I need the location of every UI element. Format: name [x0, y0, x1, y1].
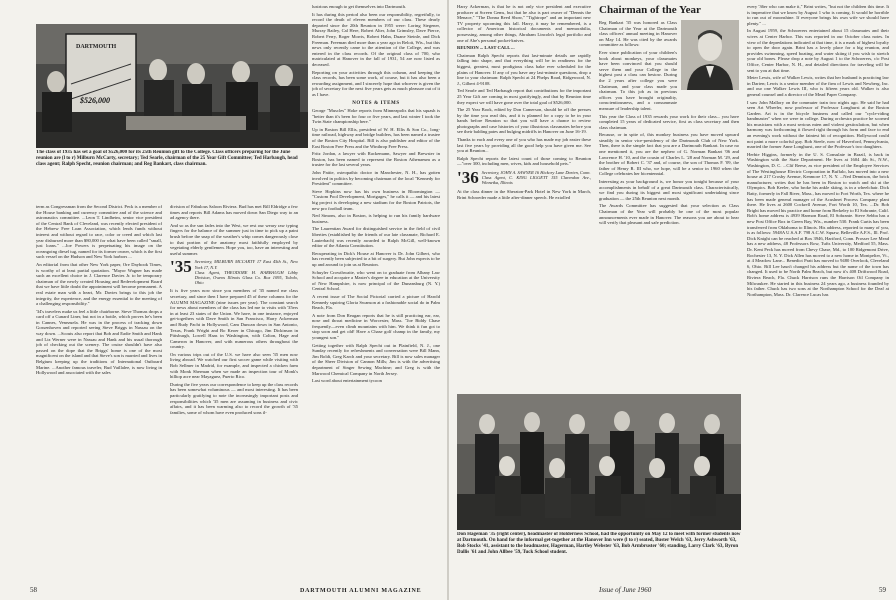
left-page — [0, 0, 447, 600]
magazine-title-footer: DARTMOUTH ALUMNI MAGAZINE — [300, 588, 422, 594]
class-year-36: '36 — [457, 168, 479, 188]
col-c-note: Schuyler Crowthwaite, who went on to graduate from Albany Law School and accquire a Master's degree in education at the University of New Hampshire, is now principal of the Dunansburg (N. Y.) Central School. — [312, 269, 440, 292]
col-e-paragraph: Interesting as your background is, we honor you tonight because of your accomplishments in behalf of a great Dartmouth class. Characteristically, we find you during its biggest and most significant undertaking since graduation — the 25th Reunion next month. — [599, 179, 739, 201]
class-35-agent: Class Agent, THEODORE H. HARBAUGH Libby Division, Owens Illinois Glass Co. Box 1095, Toledo, Ohio — [194, 269, 298, 286]
class-year-35: '35 — [170, 257, 192, 277]
class-35-secretary: Secretary, MILBURN MCCARTY 17 East 45th St., New York 17, N.Y. — [194, 259, 298, 270]
right-page — [449, 0, 896, 600]
page-number-right: 59 — [879, 586, 886, 594]
column-d — [457, 4, 591, 394]
column-f — [747, 4, 889, 584]
col-c-note: Last word about entertainment tycoon — [312, 378, 382, 384]
col-c-note: Steve Hopkins now has his own business in Bloomington — "Custom Pool Development, Mortgages," he calls it — and his latest big project is developing a new stadium for the Boston Patriots, the new pro football team. — [312, 188, 440, 211]
holderness-photo-caption: Don Hageman '35 (right center), headmaster of Holderness School, had the opportunity on May 12 to meet with former students now at Dartmouth. On hand for the informal get-together at the Hanover Inn were (l to r) seated, Buster Welch '63, Jerry Ashworth '63, Bob Stocks '41, assistant to the headmaster, Hagerman, Hartley Webster '63, Bob Armbruster '60; standing, Larry Clark '63, Byron Dallis '61 and John Allbee '59, Tuck School student. — [457, 532, 741, 555]
col-f-paragraph: I saw John Mallory on the commuter train two nights ago. He said he had seen Art Wheeler, now professor of Professor Longhurst at the Boston Garden. Art is in the bicycle business and called our "cycle-riding bandmaster" when we were in college. During orchestra practice he scorned his musicians with a most serious mien and violent gesticulation, but when harmony was forthcoming it flowed right through his form and face to end an evening's work without the faintest bit of recognition. Hollywood could not paint a more colorful guy. Bob Steele, now of Haverford, Pennsylvania, married the former Anne Longhurst, one of the Professor's two daughters. — [747, 99, 889, 150]
col-e-paragraph: This year the Class of 1935 rewards your work for their class... you have completed 15 years of dedicated service, first as class secretary and then class chairman. — [599, 113, 739, 130]
col-c-note: Up in Boston Bill Ellis, president of W. H. Ellis & Son Co., long-time railroad, highway and bridge builders, has been named a trustee of the Boston City Hospital. Bill is also publisher and editor of the East Boston Free Press and the Winthrop Free Press. — [312, 126, 440, 149]
col-d-paragraph: Thanks to each and every one of you who has made my job easier these last five years by providing all the good help you have given me. See you at Reunion... — [457, 137, 591, 154]
col-b-paragraph: division of Fabulous Saloon Riviera. Bud has met Bill Eldridge a few times and reports Bill Adams has moved down San Diego way to an ad agency there. — [170, 204, 298, 221]
col-a-paragraph: term as Congressman from the Second District. Peck is a member of the House banking and currency committee and of the science and astronautics committee. ...Leon T. Lindheim, senior vice president of the Central Bank of Cleveland, was recently elected president of the Hebrew Free Loan Association, which lends funds without interest and without regard to race, color or creed and which last year disbursed more than $80,000 for what have been called "small, just loans." ...Joe Powers is perpetuating his image on the oceangoing diesel tug, named for its former owner, which is the first such vessel on the Hudson and New York harbors ... — [36, 204, 162, 260]
issue-date-footer: Issue of June 1960 — [599, 586, 652, 594]
col-d-paragraph: Ted Searle and Ted Harbaugh report that contributions for the important 25 Year Gift are coming in most gratifyingly, and that by Reunion time they expect we will have gone over the total goal of $526,000. — [457, 88, 591, 105]
chairman-of-year-title: Chairman of the Year — [599, 4, 701, 16]
reunion-last-call-heading: REUNION ... LAST CALL ... — [457, 45, 515, 51]
column-a — [36, 204, 162, 584]
col-d-paragraph: The 25 Year Book, edited by Don Camerson, should be off the presses by the time you read this, and it is planned for a copy to be in your hands before Reunion so that you will have a chance to review photographs and case histories of your illustrious classmates before you see their balding pates and bulging midriffs in Hanover on June 16-19. — [457, 107, 591, 135]
col-c-note: A recent issue of The Social Pictorial carried a picture of Harold Kennedy squiring Gloria Swanson at a fashionable social do in Palm Beach, Fla. — [312, 293, 440, 311]
col-d-paragraph: Ralph Specht reports the latest count of those coming to Reunion—"over 300, including men, wives, kids and household pets." — [457, 155, 591, 167]
col-c-note: Fritz Jordan, a lawyer with Rackemann, Sawyer and Brewster in Boston, has been named to represent the Boston Athenaeum as a trustee for the last several years. — [312, 151, 440, 168]
col-b-paragraph: And so as the sun fades into the West, we rest our weary raw typing fingers for the balance of the summer just in time to pick up a paint brush before the snap of the weather's whip comes dangerously close to that portion of the anatomy most faithfully employed by vegetating elderly gentlemen. Hope you, too, have an interesting and useful summer. — [170, 222, 298, 256]
col-f-paragraph: In August 1959, the Schroerers entertained about 15 classmates and their wives at Center Harbor. This was reported in our October class notes. In view of the depredations indicated at that time, it is a mark of highest loyalty to open the door again. Brint has a lovely place for a big reunion, and provides swimming, speed boating, and water skiing if you wish to stretch your old bones. Please drop a note by August 1 to the Schroerers, c/o Post Office, Center Harbor, N. H., and detailed directions for traveling will be sent to you at that time. — [747, 28, 889, 73]
col-e-paragraph: The Awards Committee has suggested that your selection as Class Chairman of the Year will probably be one of the most popular announcements ever made in Hanover. The reasons you are about to hear will verify that pleasant and safe prediction. — [599, 203, 739, 226]
photo-sign-dartmouth: DARTMOUTH — [76, 44, 117, 50]
col-c-paragraph: lustrious enough to get themselves into Dartmouth. — [312, 4, 407, 9]
col-c-note: George "Muscles" Hoke reports from Minneapolis that his squash is "better than it's been for four or five years, and last winter I took the Twin State championship here." — [312, 108, 440, 125]
col-c-note: Recuperating in Dick's House at Hanover is Dr. John Gilbert, who has recently been subjected to a bit of surgery. But John expects to be up and around to join us at Reunion. — [312, 250, 440, 267]
col-d-paragraph: At the class dinner in the Sheraton-Park Hotel in New York in March, Brint Schroeder made a little after-dinner speech. He extolled — [457, 189, 591, 200]
col-c-note: Ned Simons, also in Boston, is helping to run his family hardware business. — [312, 213, 440, 224]
col-f-paragraph: Herbie Higgins, formerly in the U. S. Consulate in Brazil, is back in Washington with the State Department. He lives at 1604 4th St., N.W., Washington, D. C. ...Clif Reese, as vice president of the Employee Services of The Westinghouse Electric Corporation in Buffalo, has moved into a new house at 217 Crosby Avenue, Kenmore 17, N. Y. ...Ned Dennison, the brick manufacturer, writes that he has been in Boston to watch and ski at the Olympics. Bob Keeler, who broke his ankle skiing, is in a wheelchair. Dick Batty, formerly in Fall River, Mass., has moved to Fort Worth, Tex. where he has been made general manager of the Acushnet Process Company plant there. He lives at 2600 Cockrell Avenue, Fort Worth 10, Tex. ...Dr. Bob Bright has moved his practice and home from Berkeley to El Sobrante, Calif. Bob's home address is 4939 Harmon Road, El Sobrante. Steve Sebba has a new Post Office Box in Green Bay, Wis., number 530. Frank Curtis has been transferred from Oklahoma to Illinois. His address, reported to many of you, is as follows: 5948A U.S.A.F. 798 A.C.W. Squaw, Belleville A.F.S., Ill. Prof. Dick Knight can be reached at Box 3946, Hartford, Conn. Prosser Lee Mead has a new address, 48 Professors Row, Tufts University, Medford 55, Mass. Dr. Kent Peck has moved from Chevy Chase, Md., to 100 Ridgemont Drive, Rochester 13, N. Y. Dick Allen has moved to a new home in Montpelier, Vt., at 4 Meadow Lane... Benedict Pratt has moved to 9480 Overlook, Cleveland 6, Ohio. Bill Lee hasn't changed his address but the name of the town has changed. It used to be North Palm Beach, but now it's 408 Driftwood Road, Riviera Beach, Fla. Chuck Harrison runs the Harrison Oil Company in Milwaukee. He started in this business 24 years ago, a business founded by his father. Chuck has two sons at the Northampton School for the Deaf at Northampton, Mass. Dr. Clarence Lucas has — [747, 151, 889, 297]
col-a-paragraph: An editorial from that other New York paper, Ore Daybook Times, is worthy of at least partial quotation. "Mayor Wagner has made such an excellent choice in J. Clarence Davies Jr. to be temporary chairman of the newly created Housing and Redevelopment Board that we have little doubt the appointment will become permanent. A real estate man with a heart, Mr. Davies brings to this job the integrity, the experience, and the energy essential to the meeting of a challenging responsibility." — [36, 261, 162, 307]
col-d-paragraph: Chairman Ralph Specht reports that last-minute details are rapidly falling into shape, and that everything will be in readiness for the biggest, greatest, most prodigious class bake ever scheduled for the plains of Hanover. If any of you have any last-minute questions, drop a line to your chairman: Ralph Specht at 24 Phelps Road, Ridgewood, N. J., Gilbert 4-9108. — [457, 52, 591, 86]
col-b-paragraph: It is five years now since you members of '35 named me class secretary, and since then I have prepared 45 of these columns for the ALUMNI MAGAZINE (nine issues per year). The constant search for news about members of the class has led me to visits with '35ers in at least 23 states of the Union. We have, in one instance, enjoyed get-togethers with Dave Smith in San Francisco, Harry Ackerman and Rudy Pacht in Hollywood, Cam Duncan down in San Antonio, Texas, Frank Wright and Bo Keoer in Chicago, Jim Dickinson in Pittsburgh, Lowell Haas in Washington, with Colton, Hage and Cameron in Hanover, and with numerous others throughout the country. — [170, 288, 298, 350]
col-f-paragraph: Meier Lewis, wife of Walker Lewis, writes that her husband is practicing law in Darien; Lewis is a senior member of the firm of Lewis and Newberg, Inc. and our one Walker Lewis III, who is fifteen years old. Walker is also general counsel and a director of the Mead Paper Company. — [747, 75, 889, 97]
class-36-secretary: Secretary, JOHN A. SAWYER 16 Hickory Lane Darien, Conn. — [481, 170, 591, 176]
notes-items-heading: NOTES & ITEMS — [352, 100, 400, 106]
class-officers-caption: The class of 1935 has set a goal of $526,000 for its 25th Reunion gift to the College. Class officers preparing for the June reunion are (l to r) Milburn McCarty, secretary; Ted Searle, chairman of the 25 Year Gift Committee; Ted Harbaugh, head class agent; Ralph Specht, reunion chairman; and Reg Bankart, class chairman. — [36, 150, 298, 167]
holderness-students-photo — [457, 394, 741, 530]
col-c-paragraph: Reporting on your activities through this column, and keeping the class records, has been some work, of course, but it has also been a rewarding assignment, and I sincerely hope that whoever is given the job of secretary for the next five years gets as much pleasure out of it as I have. — [312, 69, 440, 97]
col-b-paragraph: During the five years our correspondence to keep up the class records has been somewhat voluminous — and most interesting. It has been particularly gratifying to note the increasingly important posts and responsibilities which '35 men are assuming in business and civic affairs, and it has been warming also to record the growth of '35 families, some of whom have even produced sons il- — [170, 381, 298, 415]
col-d-paragraph: Harry Ackerman, is that he is not only vice president and executive producer at Screen Gems, but that he also is part owner of "Dennis the Menace," "The Donna Reed Show," "Tightrope" and an important new TV property upcoming this fall. Harry, it may be remembered, is a collector of American historical documents and memorabilia, possessing, among other things, Abraham Lincoln's legal portfolio and one of Abe's personal pocket-knives. — [457, 4, 591, 43]
col-b-paragraph: On various trips out of the U.S. we have also seen '35 men now living abroad. We watched our first soccer game while visiting with Bob Sellmer in Madrid, for example, and inspected a chicken farm with Monk Sherman when we made an inspection tour of Monk's hilltop acre near Mayaguez, Puerto Rico. — [170, 351, 298, 380]
col-c-note: The Laurentian Award for distinguished service in the field of civil liberties (established by the friends of our late classmate, Richard E. Lauterbach) was recently awarded to Ralph McGill, well-known editor of the Atlanta Constitution. — [312, 226, 440, 249]
class-officers-photo — [36, 24, 308, 148]
col-c-note: A note from Don Reagan reports that he is still practicing ear, ear, nose and throat medicine in Worcester, Mass. "Joe Biddy Chase frequently—even climb mountains with him. We think it fun got to stop soon and get old! Have a Chase golf champ in the family, my youngest son." — [312, 312, 440, 341]
col-e-paragraph: Because, or in spite of, this monkey business you have moved upward steadily in senior vice-presidency of the Dartmouth Club of New York. Then, there is the simple fact that you are a Dartmouth Bankart. In case no one mentioned it, you are the nephew of G. Norman Bankart '06 and Lawrence H. '10, and the cousin of Charles L. '28 and Norman M. '29, and the brother of Robert C. '37 and, of course, the son of Thomas F. '09, the father of Henry R. III who, we hope, will be a senior in 1960 when the College celebrates her bicentennial. — [599, 132, 739, 177]
col-f-paragraph: every '36er who can make it," Brint writes, "but not the children this time. It is imperative that we know by August 1 who is coming. It would be horrible to run out of moonshine. If everyone brings his own wife we should have plenty." ... — [747, 4, 889, 26]
page-number-left: 58 — [30, 586, 37, 594]
col-e-paragraph: Ever since publication of your children's book about monkeys, your classmates have been convinced that you should serve them and your College in the highest post a class can bestow. During the 2 years after college you were Chairman, and your class made you chairman. To this job as in previous offices you have brought originality, conscientiousness, and a consummate measure of leadership talent. — [599, 49, 677, 111]
column-b — [170, 204, 298, 584]
col-c-paragraph: It has during this period also been our responsibility, regretfully, to record the death of eleven members of our class. These dearly departed since the 20th Reunion in 1955 were: Loring Siegener, Murray Bailey, Cal Here, Robert Alter, John Grimsley, Dave Pierce, Robert Ferry, Roger Morris, Robert Hahn, Duane Steinle, and Dick Freeman. Freeman died more than a year ago in Beloit, Wis., but this news only recently came to the attention of the College, and was entered in the class records. Of the original class of 700, who matriculated at Hanover in the fall of 1931, 54 are now listed as deceased. — [312, 11, 440, 67]
column-c — [312, 4, 440, 584]
class-36-agent: Class Agent, C. KING LIGGETT 155 Clarendon Ave., Winnetka, Illinois — [481, 175, 591, 186]
col-a-paragraph: '34's travelers make us feel a little chairborne. Steve Thomas drops a card off a Cunard Liner, but not in a bottle, which proves he's been in Cannes, Venezuela. He was in the process of tracking down Gossenhoven and reported seeing Steve Briggs in Nassau on the way down. ...Scouts also report that Bob and Eadie Smith and Hank and Liz Werner were in Nassau and Hank and his usual thorough job of checking out the scenery. The cruise shouldn't have also passed on the dope that the Briggs' home is one of the most magnificent on the island and that Steve's son is married and lives in Belgium keeping up the traditions of International Outboard Marine. ...Another famous traveler, Bud Vaillalee, is now living in Hollywood and associated with the sales — [36, 308, 162, 376]
col-c-note: John Pattie, osteopathic doctor in Manchester, N. H., has gotten involved in politics by becoming chairman of the local "Kennedy for President" committee. — [312, 170, 440, 187]
column-e — [599, 20, 739, 380]
col-e-paragraph: Reg Bankart '35 was honored as Class Chairman of the Year at the Dartmouth class officers' annual meeting in Hanover on May 14. He was cited by the awards committee as follows: — [599, 20, 677, 48]
class-1935-heading — [170, 259, 298, 285]
class-1936-heading — [457, 170, 591, 186]
photo-sign-amount: $526,000 — [80, 96, 110, 105]
col-c-note: Getting together with Ralph Specht out in Plainfield, N. J., one Sunday recently for refreshments and conversation were Bill Mann, Jim Boldt, Greg Karch and your secretary. Bill is now sales manager of the Sheer Division of Cannon Mills; Jim is with the advertising department of Singer Sewing Machine; and Greg is with the Marwood Chemical Company in North Jersey. — [312, 342, 440, 376]
